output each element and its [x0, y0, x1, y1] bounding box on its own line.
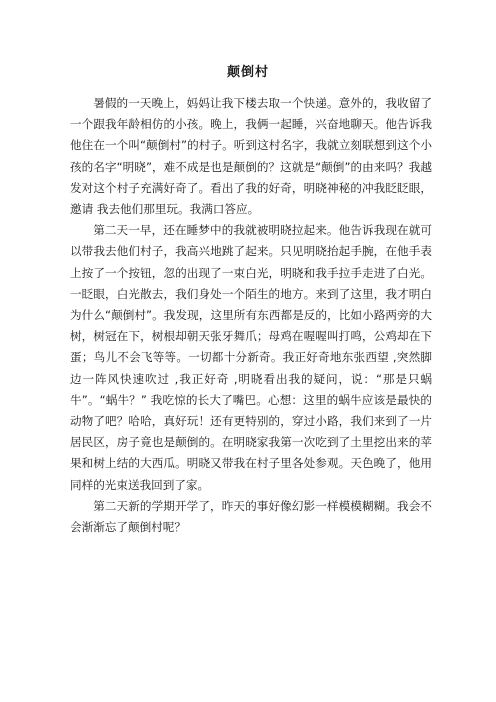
- paragraph-3: 第二天新的学期开学了，昨天的事好像幻影一样模模糊糊。我会不会渐渐忘了颠倒村呢？: [70, 498, 432, 535]
- document-title: 颠倒村: [226, 65, 269, 80]
- document-body: [70, 93, 432, 538]
- paragraph-2: 第二天一早，还在睡梦中的我就被明晓拉起来。他告诉我现在就可以带我去他们村子，我高兴地跳了起来。只见明晓抬起手腕，在他手表上按了一个按钮，忽的出现了一束白光，明晓和我手拉手走进了白光。一眨眼，白光散去，我们身处一个陌生的地方。来到了这里，我才明白为什么“颠倒村”。我发现，这里所有东西都是反的，比如小路两旁的大树，树冠在下，树根却朝天张牙舞爪；母鸡在喔喔叫打鸣，公鸡却在下蛋；鸟儿不会飞等等。一切都十分新奇。我正好奇地东张西望 ,突然脚边一阵风快速吹过 ,我正好奇 ,明晓看出我的疑问，说：“那是只蜗牛”。“蜗牛？” 我吃惊的长大了嘴巴。心想：这里的蜗牛应该是最快的动物了吧？哈哈，真好玩！还有更特别的，穿过小路，我们来到了一片居民区，房子竟也是颠倒的。在明晓家我第一次吃到了土里挖出来的苹果和树上结的大西瓜。明晓又带我在村子里各处参观。天色晚了，他用同样的光束送我回到了家。: [70, 223, 432, 492]
- paragraph-1: 暑假的一天晚上，妈妈让我下楼去取一个快递。意外的，我收留了一个跟我年龄相仿的小孩。晚上，我俩一起睡，兴奋地聊天。他告诉我他住在一个叫“颠倒村”的村子。听到这村名字，我就立刻联想到这个小孩的名字“明晓”，难不成是也是颠倒的？这就是“颠倒”的由来吗？我越发对这个村子充满好奇了。看出了我的好奇，明晓神秘的冲我眨眨眼，邀请 我去他们那里玩。我满口答应。: [70, 96, 432, 217]
